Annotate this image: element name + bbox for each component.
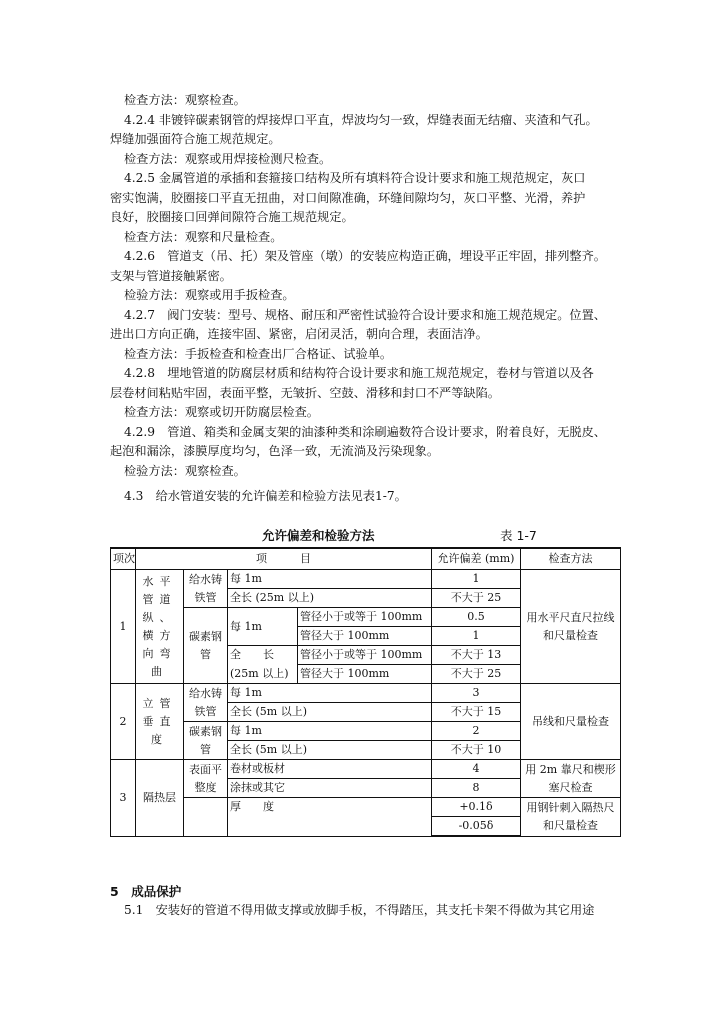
seq-cell: 3 (111, 760, 136, 837)
paragraph-line: 密实饱满，胶圈接口平直无扭曲，对口间隙准确，环缝间隙均匀，灰口平整、光滑，养护 (110, 191, 586, 205)
subcategory-cell: 给水铸铁管 (184, 570, 228, 608)
tolerance-cell: 8 (432, 779, 521, 798)
paragraph-line: 4.2.8 埋地管道的防腐层材质和结构符合设计要求和施工规范规定，卷材与管道以及各 (124, 366, 594, 380)
tolerance-cell: 4 (432, 760, 521, 779)
paragraph-line: 4.2.6 管道支（吊、托）架及管座（墩）的安装应构造正确，埋设平正牢固，排列整齐。 (124, 249, 606, 263)
paragraph-line: 4.2.9 管道、箱类和金属支架的油漆种类和涂刷遍数符合设计要求，附着良好，无脱皮、 (124, 425, 606, 439)
header-item: 项 目 (136, 548, 432, 570)
tolerance-cell: 2 (432, 722, 521, 741)
item-cell: 全长 (5m 以上) (228, 741, 432, 760)
paragraph-line: 4.3 给水管道安装的允许偏差和检验方法见表1-7。 (124, 489, 407, 503)
paragraph-line: 支架与管道接触紧密。 (110, 269, 232, 283)
category-cell: 隔热层 (136, 760, 184, 837)
paragraph-line: 5.1 安装好的管道不得用做支撑或放脚手板，不得踏压，其支托卡架不得做为其它用途 (124, 903, 595, 917)
header-method: 检查方法 (521, 548, 621, 570)
tolerance-cell: 不大于 15 (432, 703, 521, 722)
item-cell: 全长 (5m 以上) (228, 703, 432, 722)
tolerance-cell: 不大于 10 (432, 741, 521, 760)
table-row (111, 798, 621, 817)
table-title: 允许偏差和检验方法 (262, 528, 375, 543)
tolerance-cell: 不大于 25 (432, 589, 521, 608)
paragraph-line: 4.2.7 阀门安装：型号、规格、耐压和严密性试验符合设计要求和施工规范规定。位置、 (124, 308, 606, 322)
table-number: 表 1-7 (500, 528, 537, 543)
tolerance-cell: +0.1δ (432, 798, 521, 817)
paragraph-line: 检验方法：观察或用手扳检查。 (124, 288, 295, 302)
table-row (111, 760, 621, 779)
item-cell: 全 长 (228, 646, 298, 665)
seq-cell: 2 (111, 684, 136, 760)
paragraph-line: 检查方法：观察或用焊接检测尺检查。 (124, 152, 332, 166)
paragraph-line: 起泡和漏涂，漆膜厚度均匀，色泽一致，无流淌及污染现象。 (110, 444, 440, 458)
method-cell: 吊线和尺量检查 (521, 684, 621, 760)
tolerance-table (110, 547, 621, 837)
paragraph-line: 进出口方向正确，连接牢固、紧密，启闭灵活，朝向合理，表面洁净。 (110, 327, 488, 341)
paragraph-line: 检查方法：观察或切开防腐层检查。 (124, 405, 319, 419)
item-cell: 涂抹或其它 (228, 779, 432, 798)
paragraph-line: 层卷材间粘贴牢固，表面平整，无皱折、空鼓、滑移和封口不严等缺陷。 (110, 386, 500, 400)
item-detail-cell: 管径大于 100mm (298, 665, 432, 684)
section-heading: 5 成品保护 (110, 884, 182, 899)
item-cell: 每 1m (228, 608, 298, 646)
method-cell: 用水平尺直尺拉线和尺量检查 (521, 570, 621, 684)
item-cell: 全长 (25m 以上) (228, 589, 432, 608)
item-cell: 每 1m (228, 570, 432, 589)
tolerance-cell: 1 (432, 627, 521, 646)
subcategory-cell: 碳素钢管 (184, 608, 228, 684)
item-cell: 每 1m (228, 684, 432, 703)
paragraph-line: 焊缝加强面符合施工规范规定。 (110, 132, 281, 146)
table-header-row (111, 548, 621, 570)
method-cell: 用 2m 靠尺和楔形塞尺检查 (521, 760, 621, 798)
item-detail-cell: 管径大于 100mm (298, 627, 432, 646)
category-cell: 立管垂直度 (136, 684, 184, 760)
subcategory-cell: 给水铸铁管 (184, 684, 228, 722)
tolerance-cell: 1 (432, 570, 521, 589)
paragraph-line: 检查方法：手扳检查和检查出厂合格证、试验单。 (124, 347, 393, 361)
empty-cell (184, 798, 228, 837)
paragraph-line: 检查方法：观察和尺量检查。 (124, 230, 283, 244)
method-cell: 用钢针刺入隔热尺和尺量检查 (521, 798, 621, 837)
subcategory-cell: 碳素钢管 (184, 722, 228, 760)
subcategory-cell: 表面平整度 (184, 760, 228, 798)
paragraph-line: 4.2.5 金属管道的承插和套箍接口结构及所有填料符合设计要求和施工规范规定，灰口 (124, 171, 586, 185)
item-cell: 每 1m (228, 722, 432, 741)
tolerance-cell: -0.05δ (432, 817, 521, 837)
category-cell: 水平管道纵、横方向弯曲 (136, 570, 184, 684)
table-row (111, 684, 621, 703)
item-cell: (25m 以上) (228, 665, 298, 684)
tolerance-cell: 不大于 25 (432, 665, 521, 684)
item-detail-cell: 管径小于或等于 100mm (298, 608, 432, 627)
paragraph-line: 良好，胶圈接口回弹间隙符合施工规范规定。 (110, 210, 354, 224)
header-seq: 项次 (111, 548, 136, 570)
tolerance-cell: 0.5 (432, 608, 521, 627)
paragraph-line: 检查方法：观察检查。 (124, 93, 246, 107)
header-tolerance: 允许偏差 (mm) (432, 548, 521, 570)
tolerance-cell: 3 (432, 684, 521, 703)
item-detail-cell: 管径小于或等于 100mm (298, 646, 432, 665)
tolerance-cell: 不大于 13 (432, 646, 521, 665)
table-row (111, 570, 621, 589)
seq-cell: 1 (111, 570, 136, 684)
item-cell: 厚 度 (228, 798, 432, 837)
paragraph-line: 4.2.4 非镀锌碳素钢管的焊接焊口平直，焊波均匀一致，焊缝表面无结瘤、夹渣和气孔。 (124, 113, 598, 127)
item-cell: 卷材或板材 (228, 760, 432, 779)
paragraph-line: 检验方法：观察检查。 (124, 464, 246, 478)
